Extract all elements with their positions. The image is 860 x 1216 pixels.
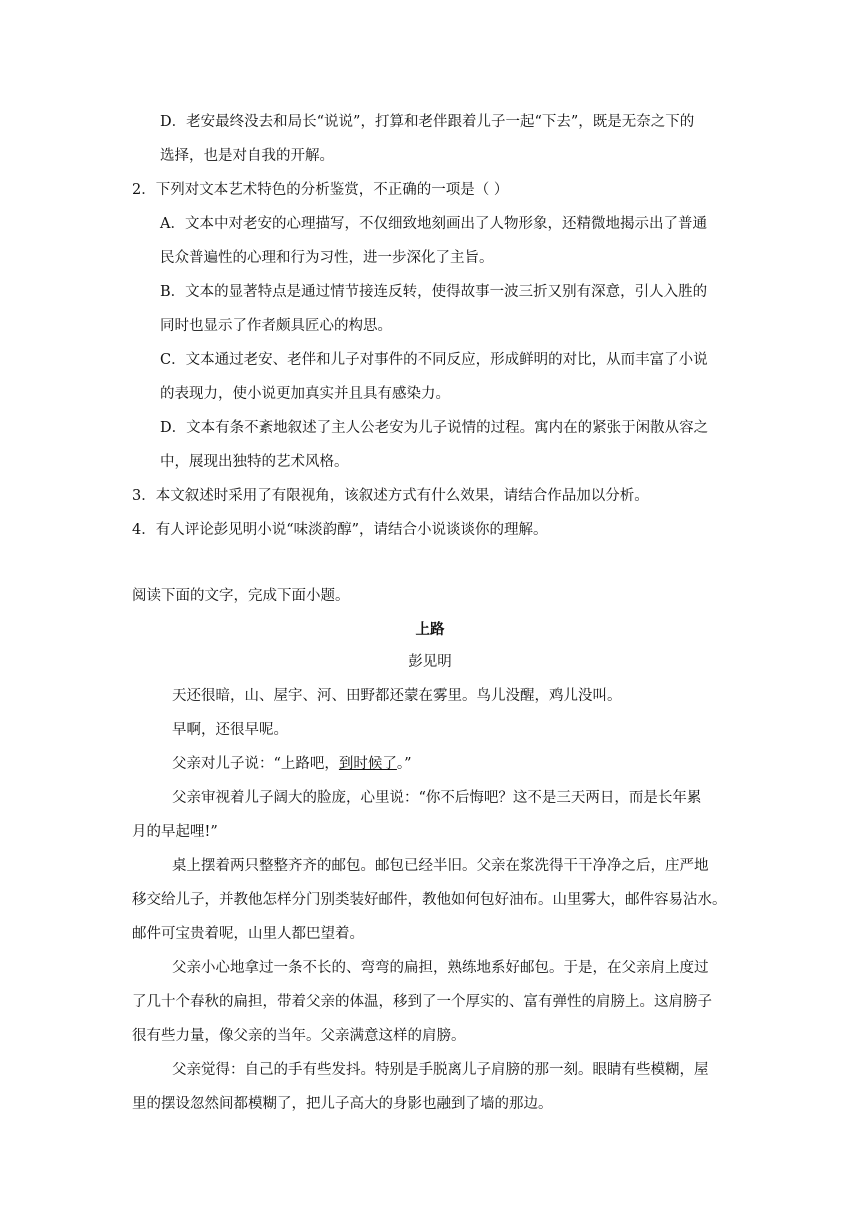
q2-option-c-line2: 的表现力，使小说更加真实并且具有感染力。	[160, 386, 450, 402]
paragraph-6-line3: 很有些力量，像父亲的当年。父亲满意这样的肩膀。	[132, 1028, 466, 1044]
question-4: 4．有人评论彭见明小说“味淡韵醇”，请结合小说谈谈你的理解。	[132, 522, 548, 538]
paragraph-5-line1: 桌上摆着两只整整齐齐的邮包。邮包已经半旧。父亲在浆洗得干干净净之后，庄严地	[172, 858, 709, 874]
q2-option-a-line1: A．文本中对老安的心理描写，不仅细致地刻画出了人物形象，还精微地揭示出了普通	[160, 216, 707, 232]
q2-option-d-line1: D．文本有条不紊地叙述了主人公老安为儿子说情的过程。寓内在的紧张于闲散从容之	[160, 420, 709, 436]
paragraph-6-line1: 父亲小心地拿过一条不长的、弯弯的扁担，熟练地系好邮包。于是，在父亲肩上度过	[172, 960, 709, 976]
q1-option-d-line1: D．老安最终没去和局长“说说”，打算和老伴跟着儿子一起“下去”，既是无奈之下的	[160, 114, 695, 130]
paragraph-5-line3: 邮件可宝贵着呢，山里人都巴望着。	[132, 926, 364, 942]
article-title: 上路	[415, 621, 445, 638]
paragraph-2: 早啊，还很早呢。	[172, 722, 288, 738]
paragraph-3	[172, 754, 412, 774]
reading-intro: 阅读下面的文字，完成下面小题。	[132, 588, 350, 604]
paragraph-7-line2: 里的摆设忽然间都模糊了，把儿子高大的身影也融到了墙的那边。	[132, 1096, 553, 1112]
paragraph-7-line1: 父亲觉得：自己的手有些发抖。特别是手脱离儿子肩膀的那一刻。眼睛有些模糊，屋	[172, 1062, 709, 1078]
paragraph-3-before: 父亲对儿子说：“上路吧，	[172, 756, 339, 772]
q2-option-b-line1: B．文本的显著特点是通过情节接连反转，使得故事一波三折又别有深意，引人入胜的	[160, 284, 708, 300]
q2-option-a-line2: 民众普遍性的心理和行为习性，进一步深化了主旨。	[160, 250, 494, 266]
article-author: 彭见明	[408, 654, 452, 670]
paragraph-1: 天还很暗，山、屋宇、河、田野都还蒙在雾里。鸟儿没醒，鸡儿没叫。	[172, 688, 622, 704]
paragraph-3-underlined-phrase: 到时候了	[338, 756, 397, 772]
q2-option-d-line2: 中，展现出独特的艺术风格。	[160, 454, 349, 470]
q2-option-c-line1: C．文本通过老安、老伴和儿子对事件的不同反应，形成鲜明的对比，从而丰富了小说	[160, 352, 708, 368]
question-2-stem: 2．下列对文本艺术特色的分析鉴赏，不正确的一项是（ ）	[132, 182, 509, 198]
paragraph-6-line2: 了几十个春秋的扁担，带着父亲的体温，移到了一个厚实的、富有弹性的肩膀上。这肩膀子	[132, 994, 712, 1010]
paragraph-4-line2: 月的早起哩!”	[132, 824, 218, 840]
paragraph-5-line2: 移交给儿子，并教他怎样分门别类装好邮件，教他如何包好油布。山里雾大，邮件容易沾水。	[132, 892, 727, 908]
paragraph-3-after: 。”	[396, 756, 412, 772]
q1-option-d-line2: 选择，也是对自我的开解。	[160, 148, 334, 164]
q2-option-b-line2: 同时也显示了作者颇具匠心的构思。	[160, 318, 392, 334]
paragraph-4-line1: 父亲审视着儿子阔大的脸庞，心里说：“你不后悔吧？这不是三天两日，而是长年累	[172, 790, 702, 806]
question-3: 3．本文叙述时采用了有限视角，该叙述方式有什么效果，请结合作品加以分析。	[132, 488, 649, 504]
